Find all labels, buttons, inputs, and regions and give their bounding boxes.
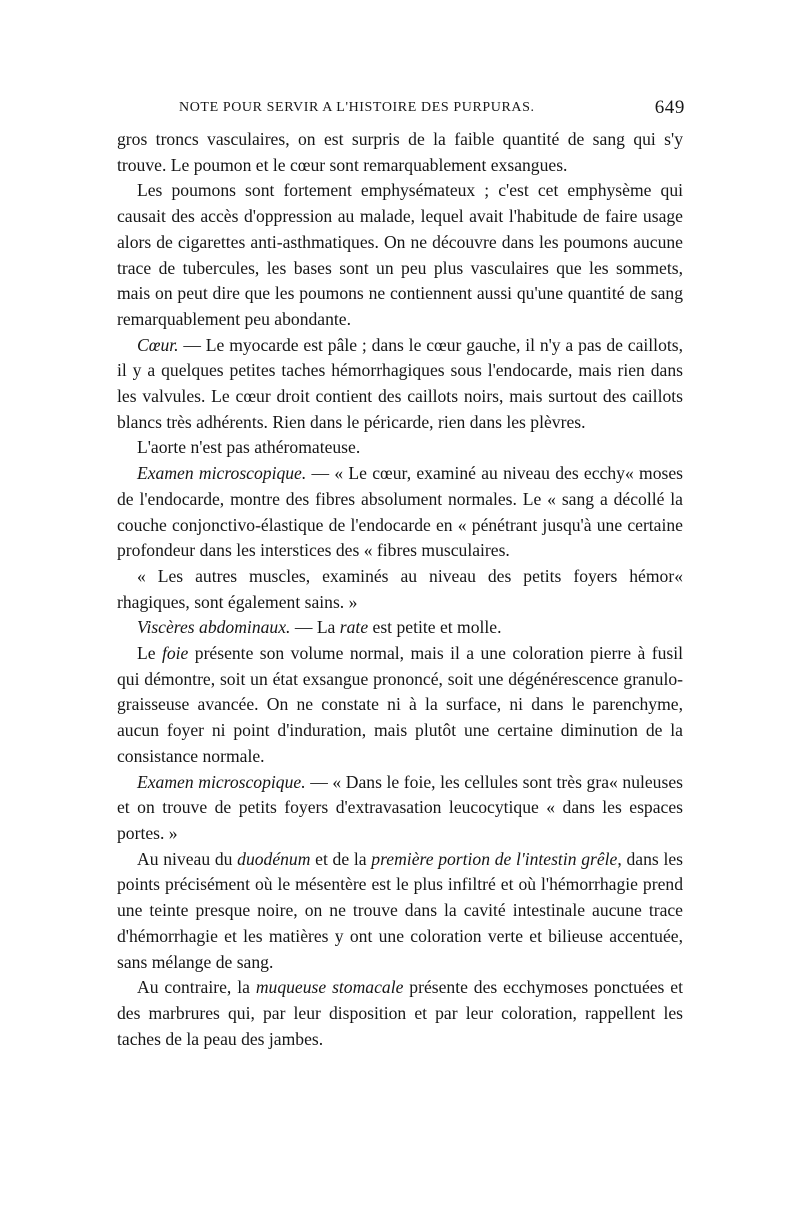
italic-text: duodénum bbox=[237, 848, 311, 869]
paragraph bbox=[117, 564, 683, 615]
paragraph bbox=[117, 333, 683, 436]
paragraph bbox=[117, 127, 683, 178]
text-run: Le bbox=[137, 643, 162, 664]
paragraph bbox=[117, 615, 683, 641]
text-run: L'aorte n'est pas athéromateuse. bbox=[137, 437, 361, 458]
text-run: Au niveau du bbox=[137, 848, 238, 869]
italic-text: Cœur. bbox=[137, 334, 179, 355]
italic-text: Viscères abdominaux. bbox=[137, 617, 291, 638]
page-number: 649 bbox=[654, 97, 685, 118]
text-run: — Le myocarde est pâle ; dans le cœur gauche, il n'y a pas de caillots, il y a quelques petites taches hémorrhagiques sous l'endocarde, mais rien dans les valvules. Le cœur droit contient des caillots noirs, mais surtout des caillots blancs très adhérents. Rien dans le péricarde, rien dans les plèvres. bbox=[117, 334, 683, 432]
italic-text: muqueuse stomacale bbox=[255, 977, 404, 998]
text-run: — La bbox=[290, 617, 340, 638]
italic-text: Examen microscopique. bbox=[137, 771, 306, 792]
paragraph bbox=[117, 641, 683, 770]
text-run: « Les autres muscles, examinés au niveau des petits foyers hémor« rhagiques, sont également sains. » bbox=[117, 565, 683, 612]
text-run: — « Dans le foie, les cellules sont très gra« nuleuses et on trouve de petits foyers d'extravasation leucocytique « dans les espaces portes. » bbox=[117, 771, 683, 843]
italic-text: foie bbox=[161, 643, 189, 664]
text-run: présente des ecchymoses ponctuées et des marbrures qui, par leur disposition et par leur coloration, rappellent les taches de la peau des jambes. bbox=[117, 977, 683, 1049]
paragraph bbox=[117, 770, 683, 847]
paragraph bbox=[117, 435, 683, 461]
paragraph bbox=[117, 461, 683, 564]
book-page bbox=[117, 97, 683, 1052]
text-run: est petite et molle. bbox=[368, 617, 502, 638]
italic-text: rate bbox=[339, 617, 369, 638]
body-text bbox=[117, 127, 683, 1052]
running-title: NOTE POUR SERVIR A L'HISTOIRE DES PURPURAS. bbox=[179, 100, 535, 115]
text-run: — « Le cœur, examiné au niveau des ecchy« moses de l'endocarde, montre des fibres absolument normales. Le « sang a décollé la couche conjonctivo-élastique de l'endocarde en « pénétrant jusqu'à une certaine profondeur dans les interstices des « fibres musculaires. bbox=[117, 463, 683, 561]
text-run: Les poumons sont fortement emphysémateux ; c'est cet emphysème qui causait des accès d'oppression au malade, lequel avait l'habitude de faire usage alors de cigarettes anti-asthmatiques. On ne découvre dans les poumons aucune trace de tubercules, les bases sont un peu plus vasculaires que les sommets, mais on peut dire que les poumons ne contiennent aussi qu'une quantité de sang remarquablement peu abondante. bbox=[117, 180, 683, 329]
italic-text: première portion de l'intestin grêle bbox=[371, 848, 618, 869]
paragraph bbox=[117, 178, 683, 332]
text-run: présente son volume normal, mais il a une coloration pierre à fusil qui démontre, soit un état exsangue prononcé, soit une dégénérescence granulo-graisseuse avancée. On ne constate ni à la surface, ni dans le parenchyme, aucun foyer ni point d'induration, mais plutôt une certaine diminution de la consistance normale. bbox=[117, 643, 683, 766]
text-run: gros troncs vasculaires, on est surpris de la faible quantité de sang qui s'y trouve. Le poumon et le cœur sont remarquablement exsangues. bbox=[117, 129, 683, 175]
italic-text: Examen microscopique. bbox=[137, 463, 307, 484]
paragraph bbox=[117, 975, 683, 1052]
text-run: , dans les points précisément où le mésentère est le plus infiltré et où l'hémorrhagie prend une teinte presque noire, on ne trouve dans la cavité intestinale aucune trace d'hémorrhagie et les matières y ont une coloration verte et bilieuse accentuée, sans mélange de sang. bbox=[117, 848, 683, 972]
text-run: et de la bbox=[310, 848, 372, 869]
page-header bbox=[117, 97, 683, 123]
paragraph bbox=[117, 847, 683, 976]
text-run: Au contraire, la bbox=[137, 977, 256, 998]
